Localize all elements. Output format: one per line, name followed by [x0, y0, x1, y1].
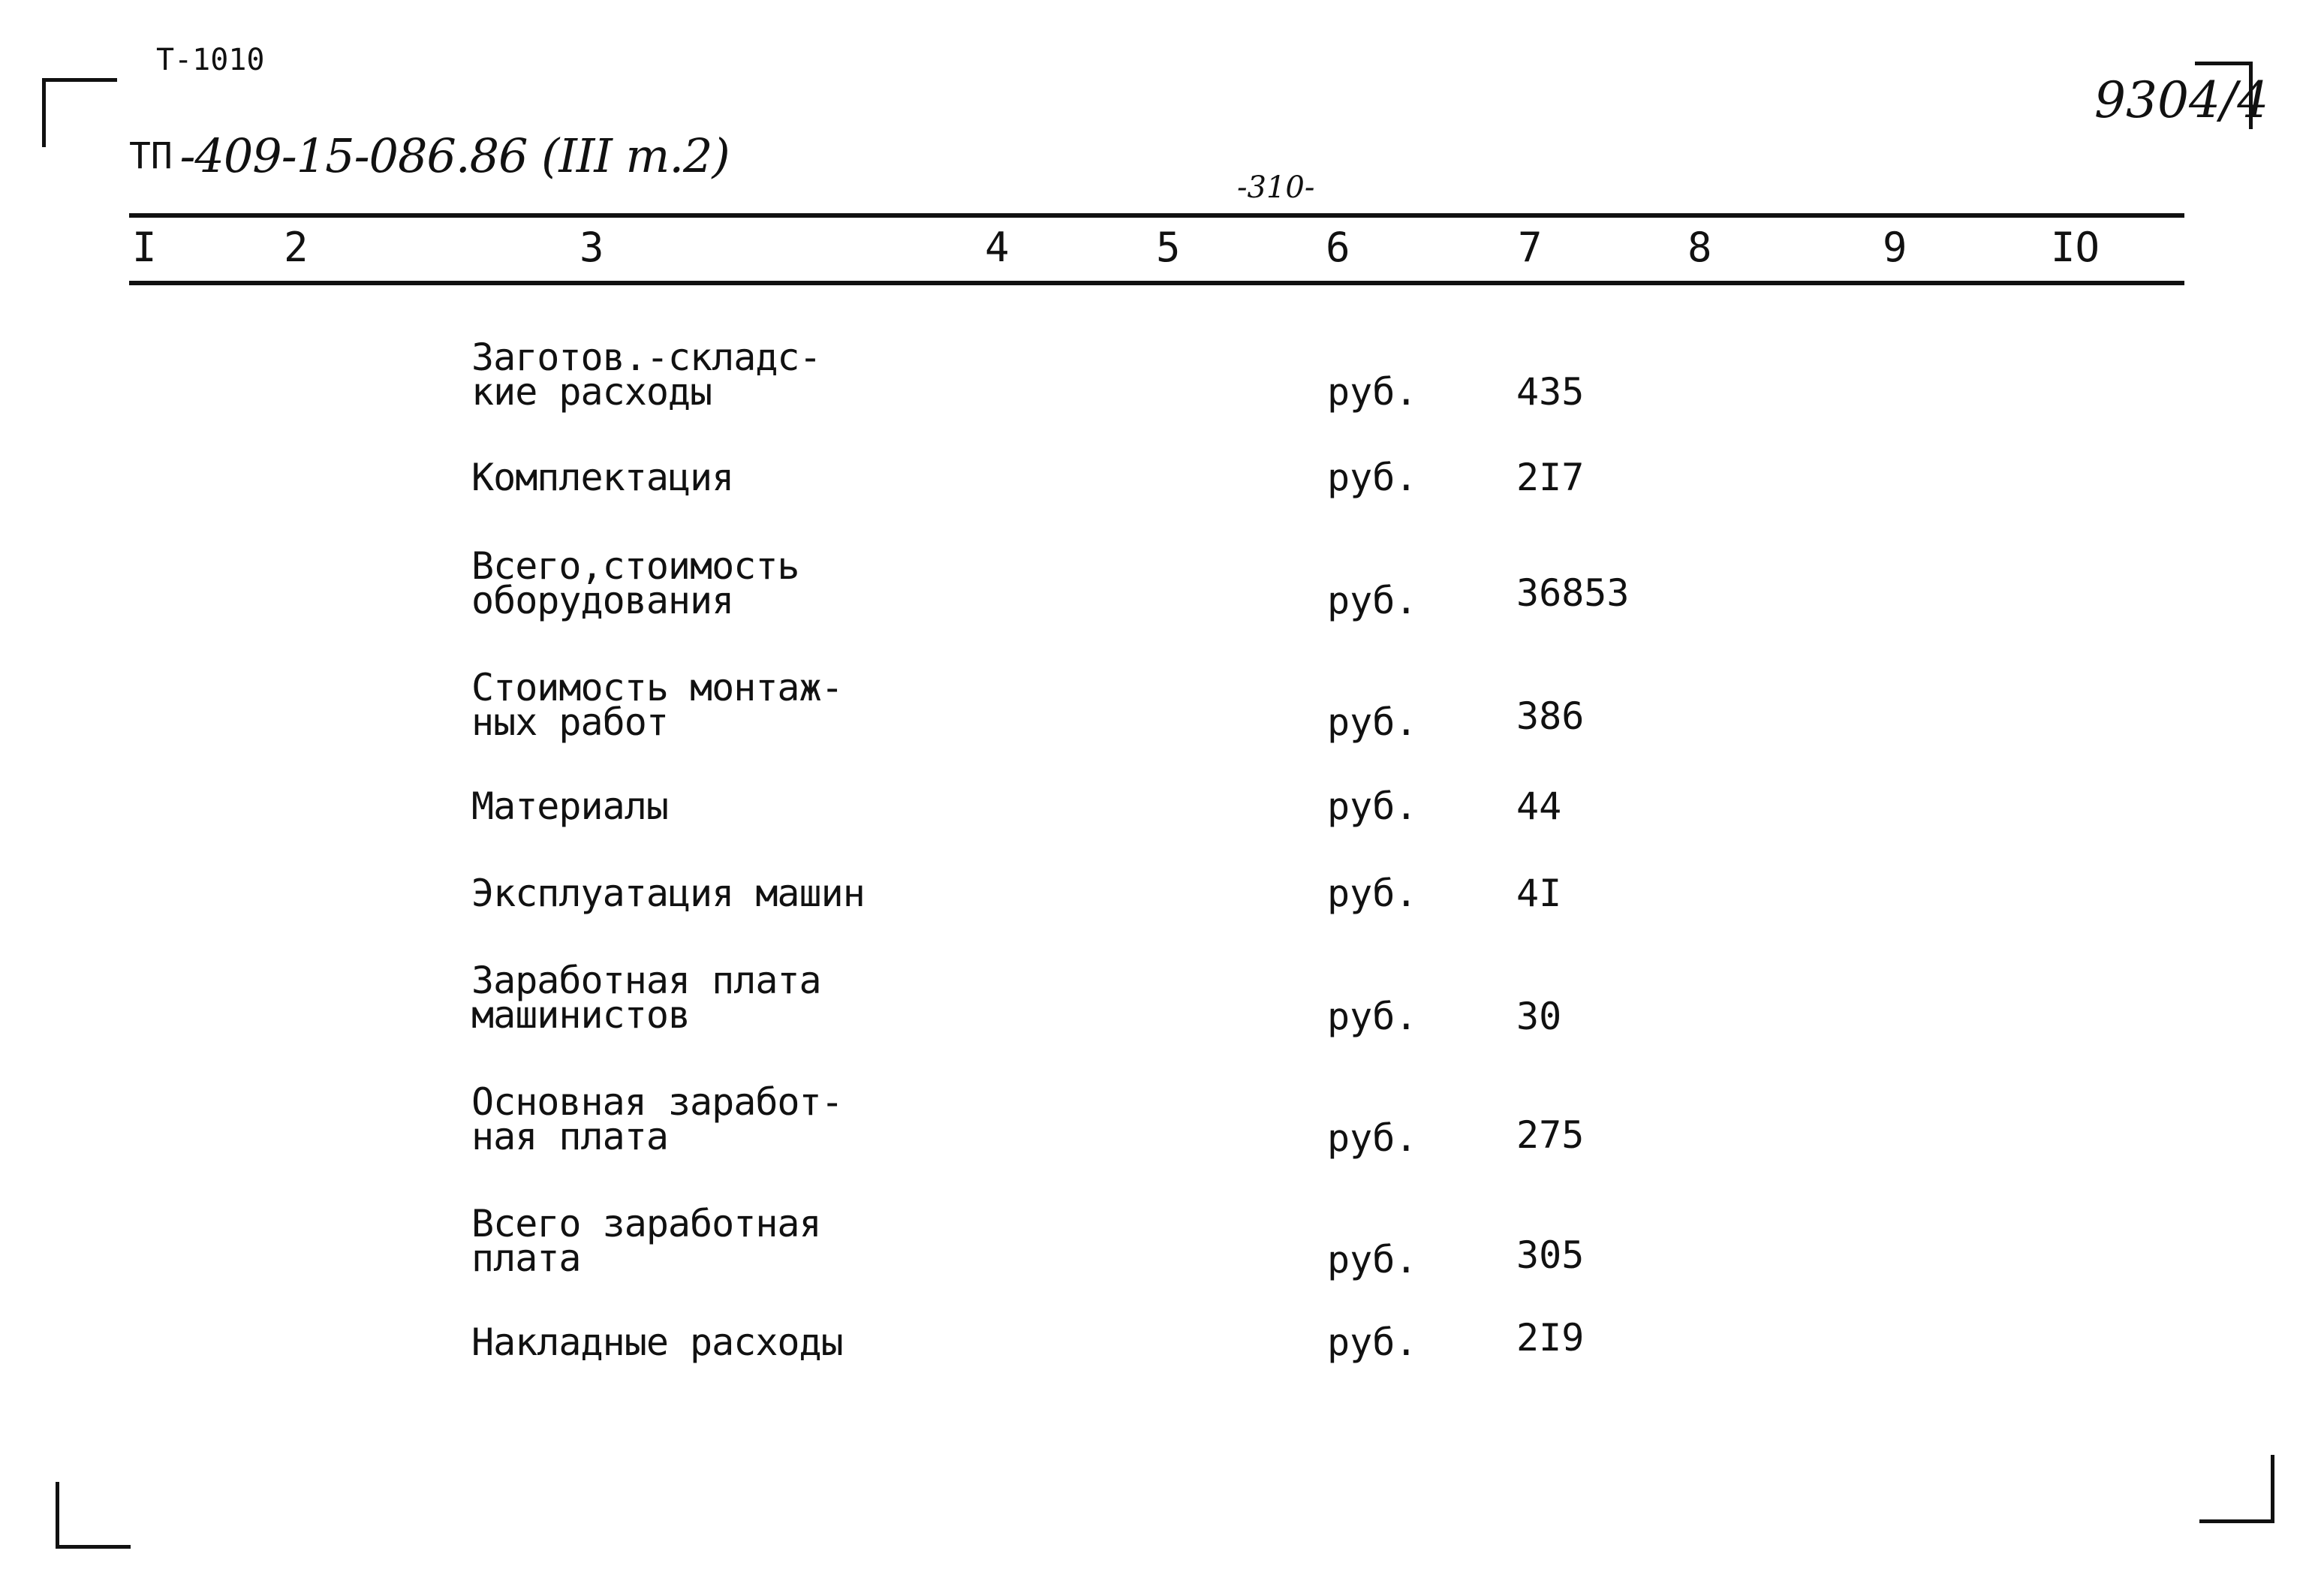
row-description-line1: Всего,стоимость	[471, 544, 799, 588]
row-unit: руб.	[1327, 872, 1418, 915]
row-value: 4I	[1516, 872, 1562, 915]
row-description-line1: Материалы	[471, 784, 668, 828]
row-value: 275	[1516, 1113, 1585, 1157]
column-header-5: 5	[1156, 224, 1181, 271]
column-header-7: 7	[1518, 224, 1543, 271]
row-unit: руб.	[1327, 370, 1418, 414]
row-value: 36853	[1516, 571, 1630, 615]
corner-mark-top-left-h	[42, 78, 117, 82]
row-value: 44	[1516, 784, 1562, 828]
column-header-4: 4	[985, 224, 1010, 271]
header-rule-bottom	[129, 281, 2184, 285]
row-description-line1: Комплектация	[471, 456, 734, 499]
row-value: 386	[1516, 694, 1585, 738]
document-code-prefix: ТП	[129, 135, 173, 177]
row-unit: руб.	[1327, 784, 1418, 828]
row-description-line2: машинистов	[471, 993, 691, 1037]
row-description-line1: Всего заработная	[471, 1202, 821, 1245]
stamp-code: Т-1010	[156, 43, 265, 77]
row-value: 2I9	[1516, 1316, 1585, 1360]
row-description-line1: Стоимость монтаж-	[471, 666, 843, 709]
row-unit: руб.	[1327, 1320, 1418, 1364]
row-unit: руб.	[1327, 456, 1418, 499]
column-header-2: 2	[284, 224, 309, 271]
row-unit: руб.	[1327, 700, 1418, 744]
corner-mark-top-left-v	[42, 78, 46, 147]
row-value: 30	[1516, 995, 1562, 1038]
column-header-6: 6	[1326, 224, 1350, 271]
row-description-line1: Эксплуатация машин	[471, 872, 865, 915]
row-value: 435	[1516, 370, 1585, 414]
row-unit: руб.	[1327, 579, 1418, 622]
row-value: 2I7	[1516, 456, 1585, 499]
column-header-1: I	[132, 224, 157, 271]
corner-mark-bottom-left-h	[56, 1545, 131, 1549]
row-description-line2: оборудования	[471, 579, 734, 622]
header-rule-top	[129, 213, 2184, 218]
row-description-line1: Заготов.-складс-	[471, 336, 821, 379]
row-description-line2: плата	[471, 1236, 581, 1280]
row-value: 305	[1516, 1233, 1585, 1277]
page-number: -310-	[1237, 170, 1315, 205]
corner-mark-bottom-left-v	[56, 1482, 59, 1549]
row-unit: руб.	[1327, 1116, 1418, 1160]
sheet-number: 9304/4	[2094, 71, 2269, 129]
row-description-line1: Основная заработ-	[471, 1080, 843, 1124]
corner-mark-bottom-right-v	[2271, 1455, 2274, 1523]
row-unit: руб.	[1327, 1238, 1418, 1281]
column-header-8: 8	[1687, 224, 1712, 271]
row-description-line1: Накладные расходы	[471, 1320, 843, 1364]
corner-mark-top-right-h	[2195, 62, 2250, 65]
corner-mark-bottom-right-h	[2199, 1519, 2274, 1523]
row-description-line2: кие расходы	[471, 370, 712, 414]
column-header-10: IO	[2051, 224, 2100, 271]
column-header-9: 9	[1883, 224, 1907, 271]
row-description-line2: ная плата	[471, 1115, 668, 1158]
document-code-handwritten: -409-15-086.86 (III т.2)	[179, 128, 730, 183]
document-code	[129, 129, 730, 186]
column-header-3: 3	[580, 224, 604, 271]
row-unit: руб.	[1327, 995, 1418, 1038]
row-description-line2: ных работ	[471, 700, 668, 744]
row-description-line1: Заработная плата	[471, 959, 821, 1002]
